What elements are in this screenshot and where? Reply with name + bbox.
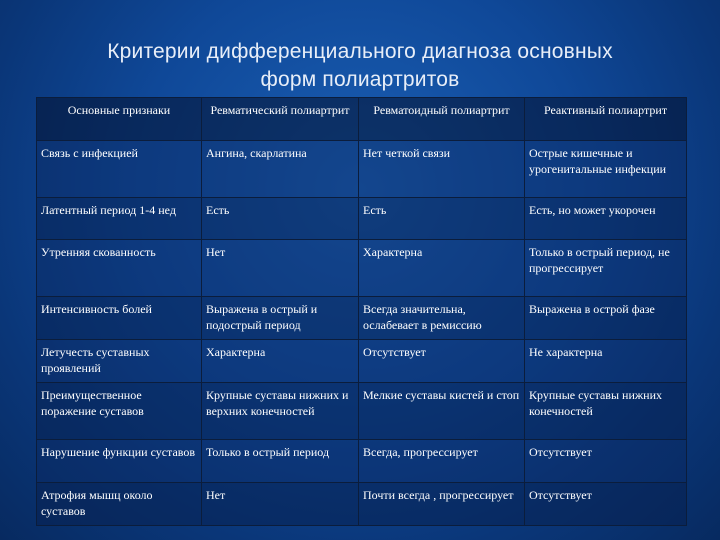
table-row bbox=[37, 240, 687, 297]
table-cell: Почти всегда , прогрессирует bbox=[359, 483, 525, 526]
header-cell-rheumatic: Ревматический полиартрит bbox=[202, 98, 359, 141]
table-cell: Нет bbox=[202, 483, 359, 526]
table-cell: Характерна bbox=[202, 340, 359, 383]
table-row bbox=[37, 340, 687, 383]
table-cell: Мелкие суставы кистей и стоп bbox=[359, 383, 525, 440]
table-cell: Есть bbox=[359, 198, 525, 240]
table-cell: Отсутствует bbox=[525, 483, 687, 526]
table-cell: Атрофия мышц около суставов bbox=[37, 483, 202, 526]
table-cell: Всегда значительна, ослабевает в ремиссию bbox=[359, 297, 525, 340]
table-cell: Только в острый период bbox=[202, 440, 359, 483]
table-cell: Утренняя скованность bbox=[37, 240, 202, 297]
table-cell: Есть bbox=[202, 198, 359, 240]
table-cell: Не характерна bbox=[525, 340, 687, 383]
table-cell: Отсутствует bbox=[525, 440, 687, 483]
header-cell-signs: Основные признаки bbox=[37, 98, 202, 141]
table-cell: Крупные суставы нижних и верхних конечностей bbox=[202, 383, 359, 440]
table-cell: Нет четкой связи bbox=[359, 141, 525, 198]
table-cell: Отсутствует bbox=[359, 340, 525, 383]
table-cell: Всегда, прогрессирует bbox=[359, 440, 525, 483]
table-cell: Выражена в острый и подострый период bbox=[202, 297, 359, 340]
table-cell: Нет bbox=[202, 240, 359, 297]
table-row bbox=[37, 198, 687, 240]
table-cell: Преимущественное поражение суставов bbox=[37, 383, 202, 440]
table-cell: Латентный период 1-4 нед bbox=[37, 198, 202, 240]
table-cell: Острые кишечные и урогенитальные инфекции bbox=[525, 141, 687, 198]
table-row bbox=[37, 483, 687, 526]
table-cell: Характерна bbox=[359, 240, 525, 297]
table-row bbox=[37, 440, 687, 483]
table-cell: Крупные суставы нижних конечностей bbox=[525, 383, 687, 440]
header-cell-rheumatoid: Ревматоидный полиартрит bbox=[359, 98, 525, 141]
table-cell: Ангина, скарлатина bbox=[202, 141, 359, 198]
table-cell: Летучесть суставных проявлений bbox=[37, 340, 202, 383]
header-cell-reactive: Реактивный полиартрит bbox=[525, 98, 687, 141]
title-line-1: Критерии дифференциального диагноза основных bbox=[107, 40, 613, 63]
table-cell: Нарушение функции суставов bbox=[37, 440, 202, 483]
title-line-2: форм полиартритов bbox=[260, 68, 460, 91]
table-cell: Есть, но может укорочен bbox=[525, 198, 687, 240]
table-cell: Только в острый период, не прогрессирует bbox=[525, 240, 687, 297]
diagnosis-table bbox=[36, 97, 687, 526]
table-cell: Интенсивность болей bbox=[37, 297, 202, 340]
slide-title bbox=[40, 38, 680, 94]
table-cell: Связь с инфекцией bbox=[37, 141, 202, 198]
table-row bbox=[37, 141, 687, 198]
table-header-row bbox=[37, 98, 687, 141]
table-row bbox=[37, 297, 687, 340]
table-cell: Выражена в острой фазе bbox=[525, 297, 687, 340]
table-row bbox=[37, 383, 687, 440]
